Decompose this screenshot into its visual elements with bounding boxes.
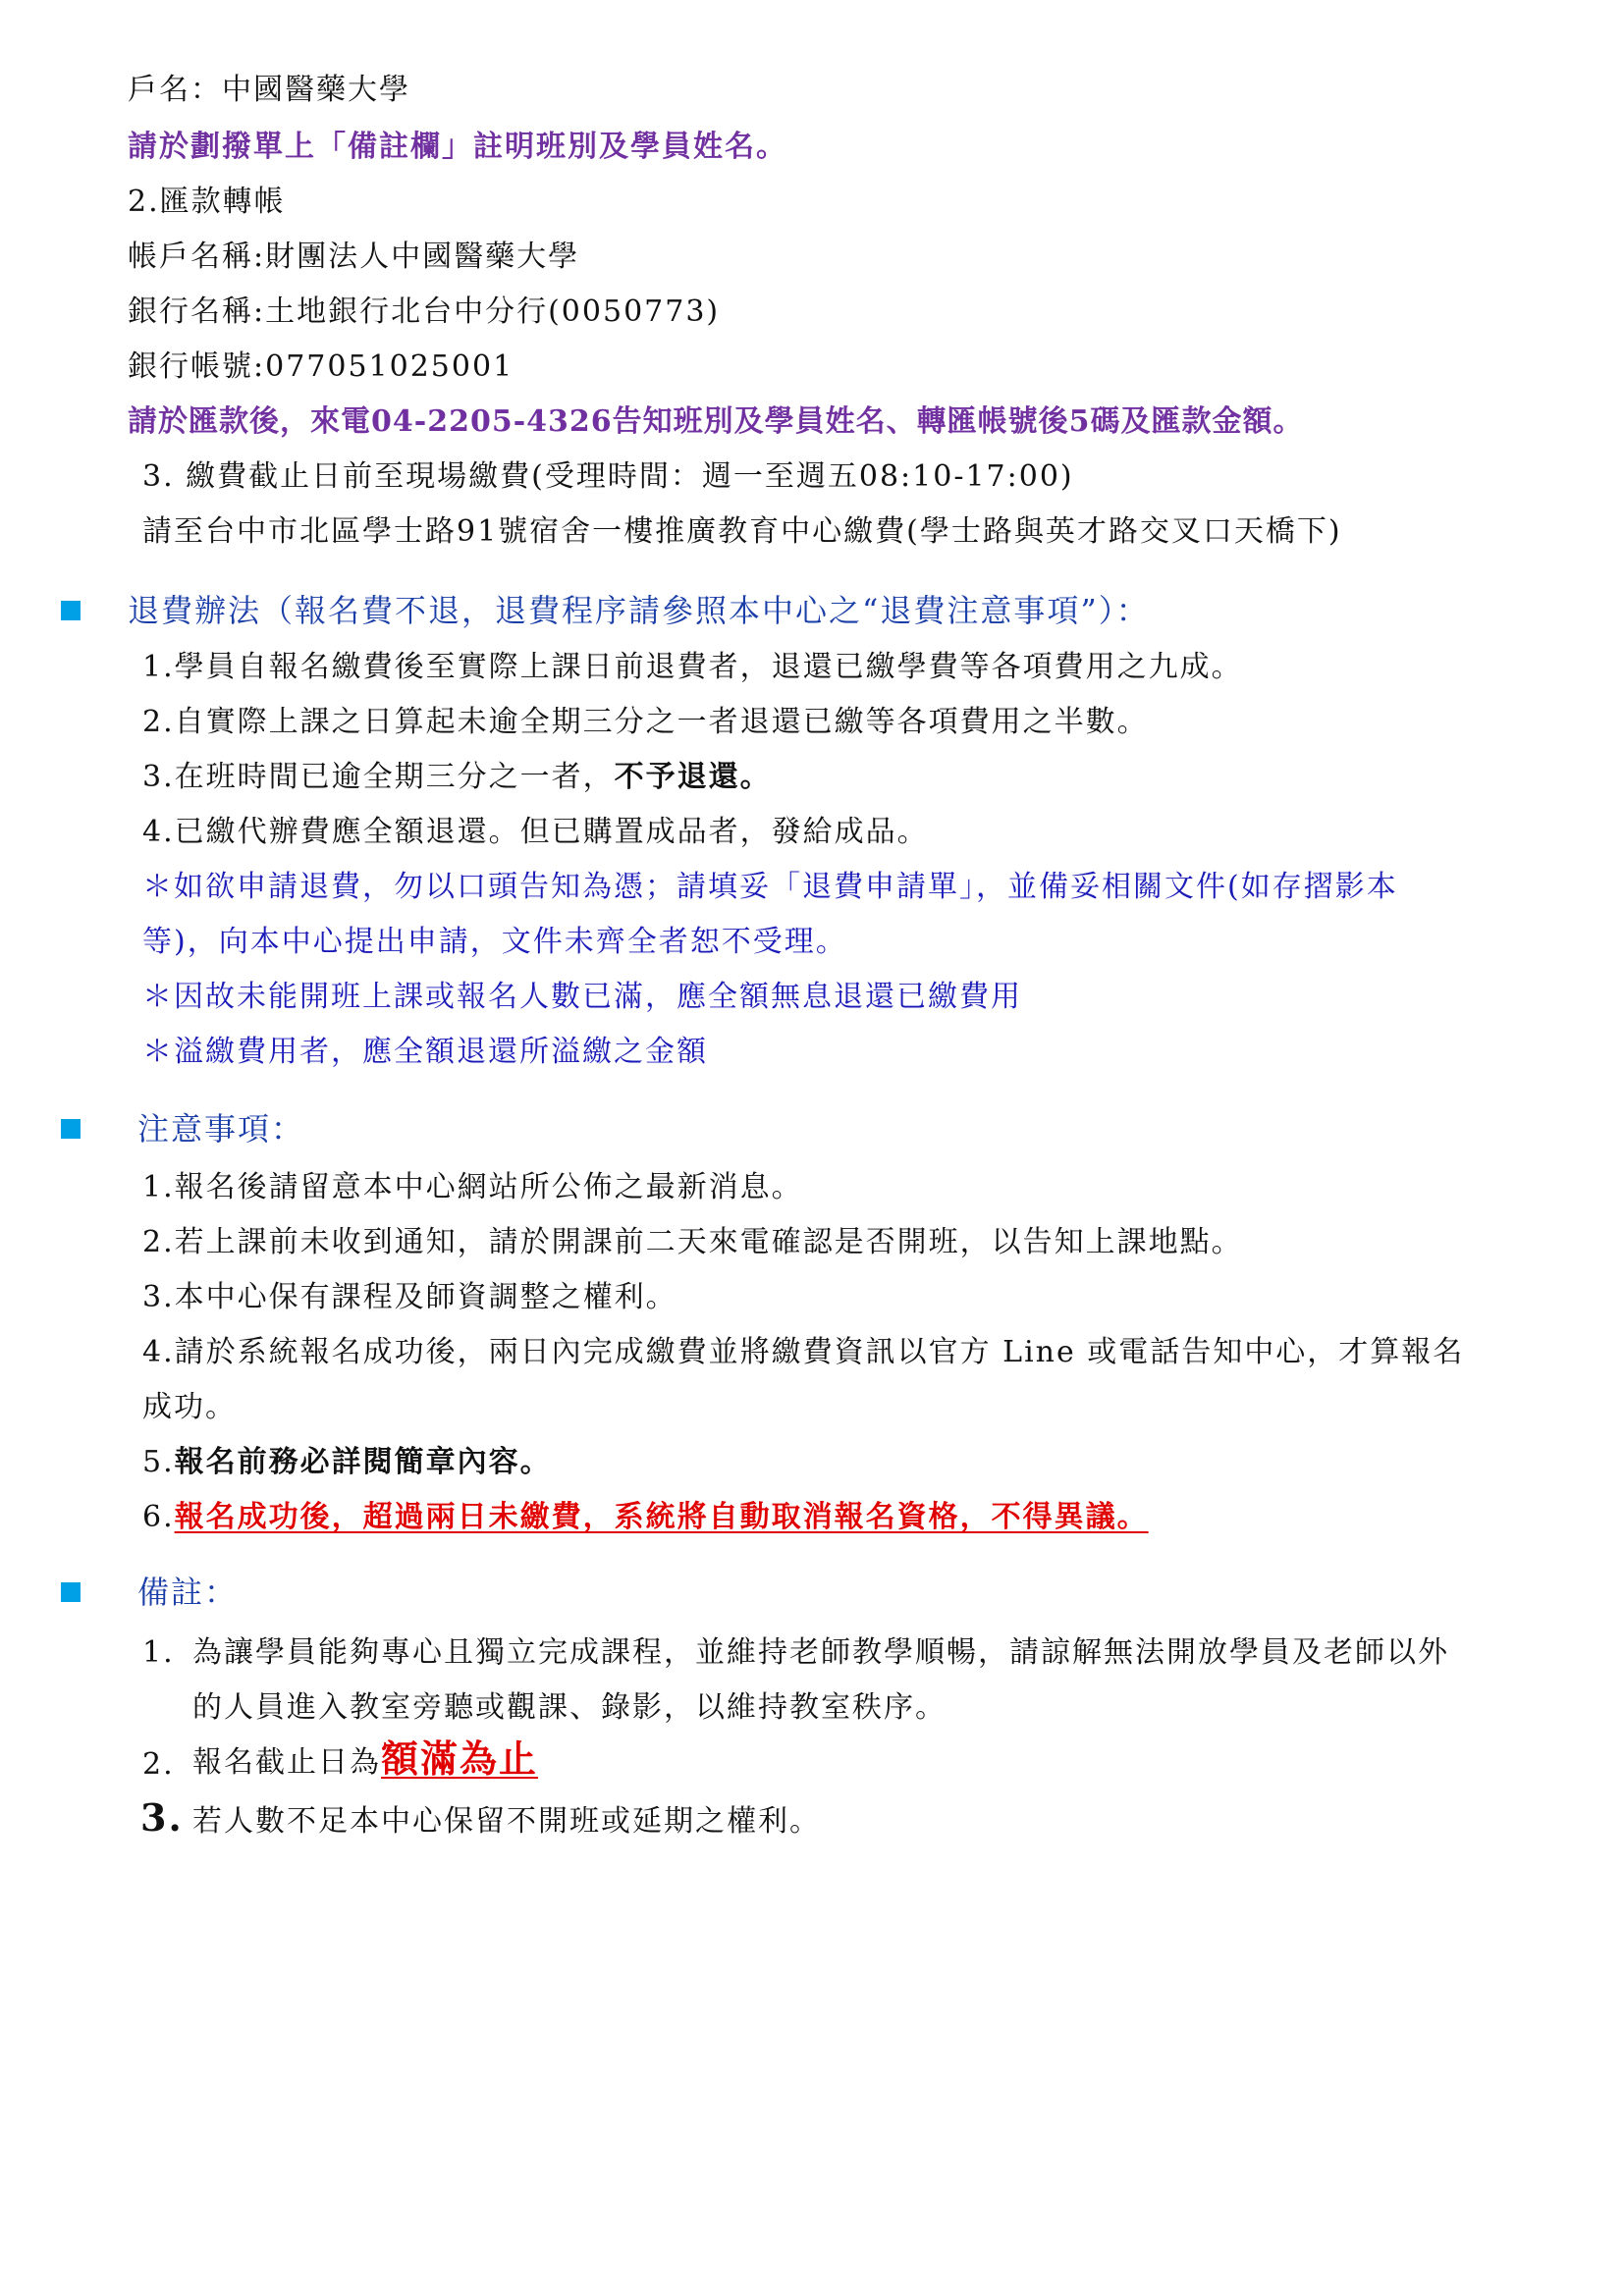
transfer-title: 2.匯款轉帳	[128, 185, 286, 219]
remark-item-1-line-1: 為讓學員能夠專心且獨立完成課程，並維持老師教學順暢，請諒解無法開放學員及老師以外	[192, 1635, 1449, 1670]
square-bullet-icon	[61, 601, 81, 620]
refund-note-2: ＊因故未能開班上課或報名人數已滿，應全額無息退還已繳費用	[142, 980, 1022, 1014]
notice-item-2: 2.若上課前未收到通知，請於開課前二天來電確認是否開班，以告知上課地點。	[142, 1225, 1243, 1259]
refund-note-1-line-2: 等)，向本中心提出申請，文件未齊全者恕不受理。	[142, 925, 847, 959]
square-bullet-icon	[61, 1119, 81, 1139]
remarks-heading: 備註：	[137, 1574, 239, 1611]
refund-item-3-text: 3.在班時間已逾全期三分之一者，	[142, 760, 615, 794]
notice-item-5-text: 報名前務必詳閱簡章內容。	[174, 1445, 552, 1479]
bank-name: 銀行名稱:土地銀行北台中分行(0050773)	[128, 294, 721, 329]
refund-heading: 退費辦法（報名費不退，退費程序請參照本中心之“退費注意事項”）：	[128, 592, 1150, 629]
remark-item-1-number: 1.	[142, 1635, 175, 1670]
remark-item-3: 若人數不足本中心保留不開班或延期之權利。	[192, 1804, 821, 1839]
notice-item-6	[142, 1498, 1149, 1537]
refund-item-2: 2.自實際上課之日算起未逾全期三分之一者退還已繳等各項費用之半數。	[142, 705, 1149, 739]
refund-item-3-emphasis: 不予退還。	[614, 760, 772, 794]
remark-item-2-number: 2.	[142, 1747, 175, 1782]
refund-item-1: 1.學員自報名繳費後至實際上課日前退費者，退還已繳學費等各項費用之九成。	[142, 650, 1243, 684]
notice-item-6-number: 6.	[142, 1500, 175, 1534]
remark-item-2	[192, 1736, 539, 1783]
remark-item-2-text: 報名截止日為	[192, 1745, 381, 1780]
refund-note-3: ＊溢繳費用者，應全額退還所溢繳之金額	[142, 1035, 708, 1069]
account-holder: 戶名：中國醫藥大學	[128, 73, 410, 107]
bank-account: 銀行帳號:077051025001	[128, 349, 514, 384]
notice-item-4-line-2: 成功。	[142, 1390, 237, 1424]
transfer-note: 請於匯款後，來電04-2205-4326告知班別及學員姓名、轉匯帳號後5碼及匯款金額。	[128, 404, 1304, 439]
account-name: 帳戶名稱:財團法人中國醫藥大學	[128, 240, 580, 274]
remark-item-1-line-2: 的人員進入教室旁聽或觀課、錄影，以維持教室秩序。	[192, 1690, 947, 1725]
notice-item-5	[142, 1443, 552, 1482]
onsite-title: 3. 繳費截止日前至現場繳費(受理時間：週一至週五08:10-17:00)	[142, 459, 1074, 494]
refund-item-3	[142, 758, 772, 797]
remark-item-3-number: 3.	[140, 1795, 184, 1840]
remark-item-2-emphasis: 額滿為止	[381, 1736, 539, 1781]
notice-item-1: 1.報名後請留意本中心網站所公佈之最新消息。	[142, 1170, 803, 1204]
notices-heading: 注意事項：	[137, 1110, 305, 1148]
square-bullet-icon	[61, 1582, 81, 1602]
notice-item-5-number: 5.	[142, 1445, 175, 1479]
refund-item-4: 4.已繳代辦費應全額退還。但已購置成品者，發給成品。	[142, 815, 929, 849]
postal-note: 請於劃撥單上「備註欄」註明班別及學員姓名。	[128, 130, 787, 164]
onsite-address: 請至台中市北區學士路91號宿舍一樓推廣教育中心繳費(學士路與英才路交叉口天橋下)	[142, 514, 1342, 549]
notice-item-3: 3.本中心保有課程及師資調整之權利。	[142, 1280, 677, 1314]
notice-item-4-line-1: 4.請於系統報名成功後，兩日內完成繳費並將繳費資訊以官方 Line 或電話告知中心，才算報名	[142, 1335, 1465, 1369]
refund-note-1-line-1: ＊如欲申請退費，勿以口頭告知為憑；請填妥「退費申請單」，並備妥相關文件(如存摺影本	[142, 870, 1398, 904]
notice-item-6-warning: 報名成功後，超過兩日未繳費，系統將自動取消報名資格，不得異議。	[174, 1500, 1149, 1534]
